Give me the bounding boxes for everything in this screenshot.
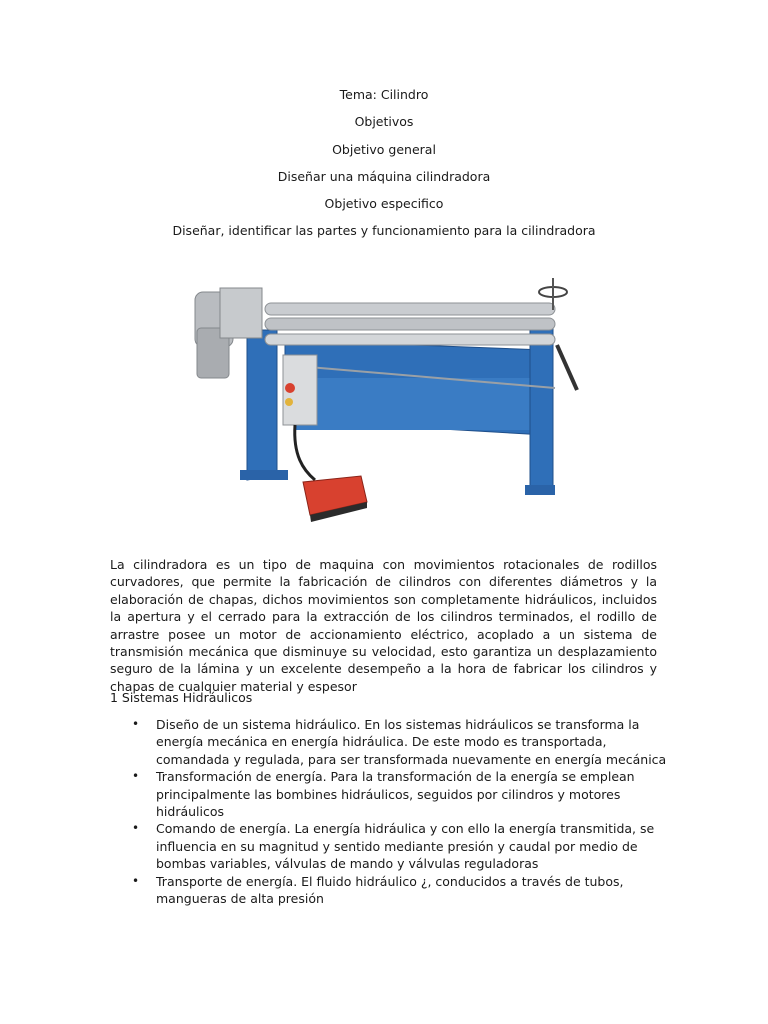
machine-lower-panel bbox=[295, 378, 545, 430]
header-block bbox=[0, 86, 768, 250]
list-item bbox=[110, 716, 670, 768]
middle-roller bbox=[265, 318, 555, 330]
bullet-icon: • bbox=[132, 769, 140, 784]
right-foot bbox=[525, 485, 555, 495]
list-item-text: Transformación de energía. Para la transformación de la energía se emplean principalmente las bombines hidráulicos, seguidos por cilindros y motores hidráulicos bbox=[156, 769, 635, 820]
left-foot bbox=[240, 470, 288, 480]
emergency-stop bbox=[285, 383, 295, 393]
pedal-cable bbox=[295, 425, 315, 480]
list-item-text: Comando de energía. La energía hidráulica y con ello la energía transmitida, se influencia en su magnitud y sentido mediante presión y caudal por medio de bombas variables, válvulas de mando y válvulas reguladoras bbox=[156, 821, 655, 872]
list-item bbox=[110, 820, 670, 872]
bullet-icon: • bbox=[132, 873, 140, 888]
list-item bbox=[110, 873, 670, 908]
bullet-list bbox=[110, 716, 670, 907]
right-leg bbox=[530, 325, 553, 492]
description-paragraph: La cilindradora es un tipo de maquina con movimientos rotacionales de rodillos curvadores, que permite la fabricación de cilindros con diferentes diámetros y la elaboración de chapas, dichos movimientos son completamente hidráulicos, incluidos la apertura y el cerrado para la extracción de los cilindros terminados, el rodillo de arrastre posee un motor de accionamiento eléctrico, acoplado a un sistema de transmisión mecánica que disminuye su velocidad, esto garantiza un desplazamiento seguro de la lámina y un excelente desempeño a la hora de fabricar los cilindros y chapas de cualquier material y espesor bbox=[110, 557, 657, 694]
specific-objective-text: Diseñar, identificar las partes y funcionamiento para la cilindradora bbox=[172, 223, 596, 239]
left-leg bbox=[247, 330, 277, 480]
bullet-icon: • bbox=[132, 821, 140, 836]
list-item bbox=[110, 768, 670, 820]
bottom-roller bbox=[265, 334, 555, 345]
topic-line: Tema: Cilindro bbox=[339, 87, 429, 102]
switch-knob bbox=[285, 398, 293, 406]
rolling-machine-image bbox=[185, 270, 585, 525]
motor-box bbox=[220, 288, 262, 338]
list-item-text: Diseño de un sistema hidráulico. En los sistemas hidráulicos se transforma la energía mecánica en energía hidráulica. De este modo es transportada, comandada y regulada, para ser transformada nuevamente en energía mecánica bbox=[156, 717, 667, 767]
crank-lever bbox=[557, 345, 577, 390]
specific-objective-heading: Objetivo especifico bbox=[324, 196, 444, 212]
objectives-heading: Objetivos bbox=[354, 114, 414, 130]
section-title: 1 Sistemas Hidráulicos bbox=[110, 690, 253, 705]
bullet-icon: • bbox=[132, 717, 140, 731]
list-item-text: Transporte de energía. El fluido hidráulico ¿, conducidos a través de tubos, mangueras de alta presión bbox=[156, 873, 624, 907]
top-roller bbox=[265, 303, 555, 315]
general-objective-heading: Objetivo general bbox=[332, 141, 436, 157]
general-objective-text: Diseñar una máquina cilindradora bbox=[277, 168, 491, 184]
